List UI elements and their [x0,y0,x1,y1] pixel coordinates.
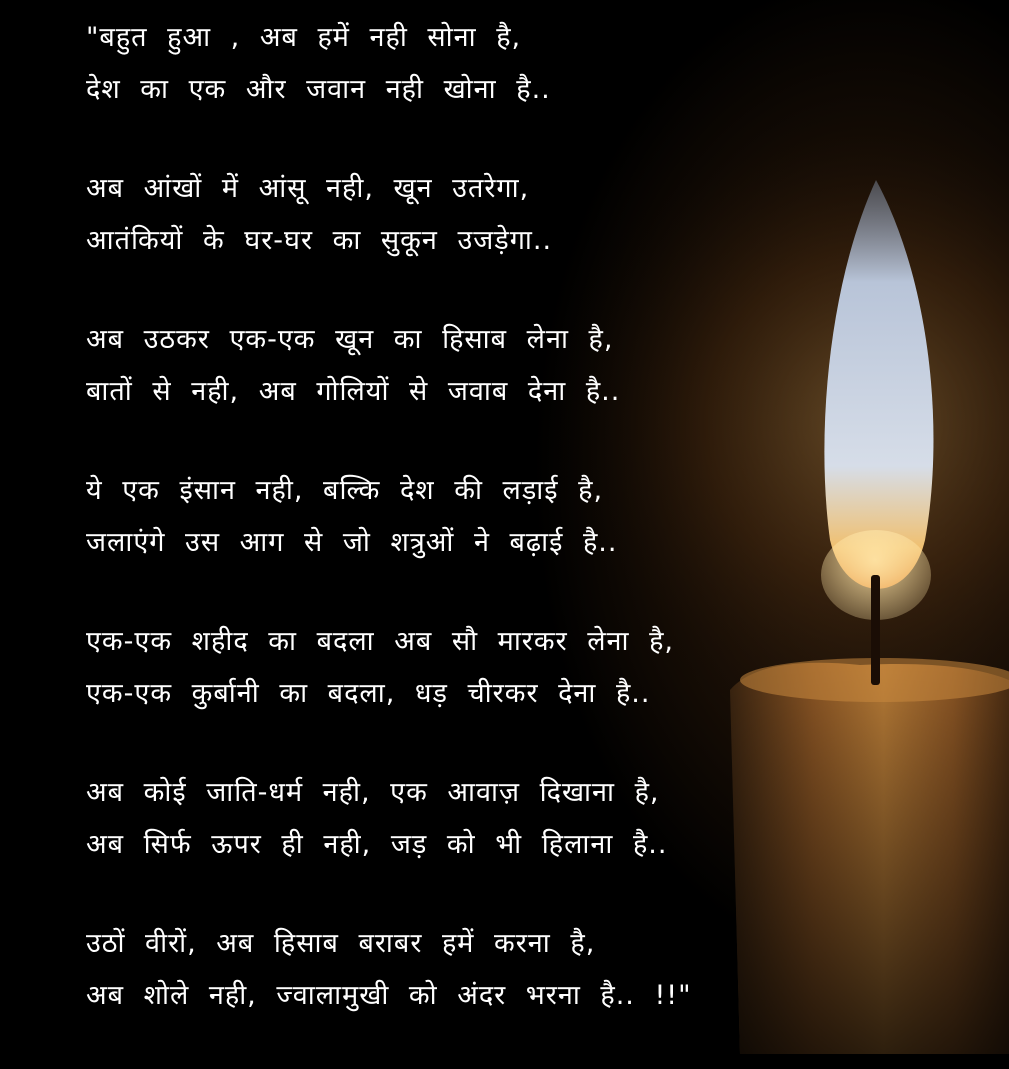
stanza [86,616,686,720]
stanza [86,163,686,267]
poem-line: देश का एक और जवान नही खोना है.. [86,74,551,105]
stanza [86,767,686,871]
poem-line: एक-एक शहीद का बदला अब सौ मारकर लेना है, [86,626,674,657]
poem-line: अब शोले नही, ज्वालामुखी को अंदर भरना है.. !!" [86,980,692,1011]
poem-line: आतंकियों के घर-घर का सुकून उजड़ेगा.. [86,225,553,256]
poem-line: अब कोई जाति-धर्म नही, एक आवाज़ दिखाना है, [86,777,660,808]
poem-line: अब उठकर एक-एक खून का हिसाब लेना है, [86,324,614,355]
stanza [86,12,686,116]
stanza [86,918,692,1022]
poem-line: "बहुत हुआ , अब हमें नही सोना है, [86,22,522,53]
poem-line: जलाएंगे उस आग से जो शत्रुओं ने बढ़ाई है.. [86,527,618,558]
poem-line: ये एक इंसान नही, बल्कि देश की लड़ाई है, [86,475,604,506]
poem-line: अब सिर्फ ऊपर ही नही, जड़ को भी हिलाना है.. [86,829,668,860]
poem-line: एक-एक कुर्बानी का बदला, धड़ चीरकर देना है.. [86,678,651,709]
stanza [86,465,686,569]
poem-text [86,12,692,1069]
stanza [86,314,686,418]
poem-line: अब आंखों में आंसू नही, खून उतरेगा, [86,173,530,204]
poem-line: उठों वीरों, अब हिसाब बराबर हमें करना है, [86,928,596,959]
poem-line: बातों से नही, अब गोलियों से जवाब देना है.. [86,376,621,407]
